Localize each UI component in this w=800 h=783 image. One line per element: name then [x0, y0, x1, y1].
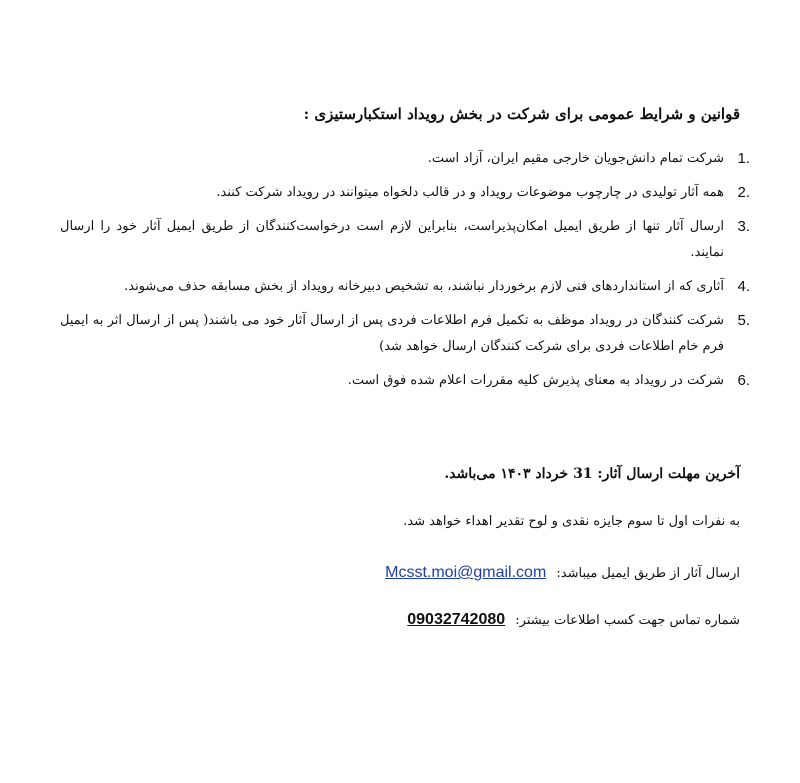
- rule-item-6: [60, 368, 750, 394]
- email-info: [60, 560, 740, 587]
- rule-item-1: [60, 146, 750, 172]
- rule-item-4: [60, 274, 750, 300]
- email-link[interactable]: Mcsst.moi@gmail.com: [385, 564, 547, 581]
- rule-item-2: [60, 180, 750, 206]
- rule-text: شرکت در رویداد به معنای پذیرش کلیه مقررات اعلام شده فوق است.: [347, 373, 724, 388]
- rule-text: همه آثار تولیدی در چارچوب موضوعات رویداد و در قالب دلخواه میتوانند در رویداد شرکت کنند.: [216, 185, 724, 200]
- phone-label: شماره تماس جهت کسب اطلاعات بیشتر:: [515, 613, 740, 628]
- rule-number: 5.: [737, 312, 750, 329]
- rule-item-5: [60, 308, 750, 360]
- rule-item-3: [60, 214, 750, 266]
- rule-number: 1.: [737, 150, 750, 167]
- rules-list: [60, 146, 750, 402]
- rule-number: 2.: [737, 184, 750, 201]
- rule-number: 3.: [737, 218, 750, 235]
- rule-text: شرکت کنندگان در رویداد موظف به تکمیل فرم اطلاعات فردی پس از ارسال آثار خود می باشند( پس از ارسال اثر به ایمیل فرم خام اطلاعات فردی برای شرکت کنندگان ارسال خواهد شد): [60, 313, 724, 354]
- rule-text: شرکت تمام دانش‌جویان خارجی مقیم ایران، آزاد است.: [427, 151, 724, 166]
- deadline-notice: آخرین مهلت ارسال آثار: 31 خرداد ۱۴۰۳ می‌باشد.: [444, 466, 740, 482]
- rule-text: ارسال آثار تنها از طریق ایمیل امکان‌پذیراست، بنابراین لازم است درخواست‌کنندگان از طریق ایمیل آثار خود را ارسال نمایند.: [60, 219, 724, 260]
- rule-number: 4.: [737, 278, 750, 295]
- rule-text: آثاری که از استانداردهای فنی لازم برخوردار نباشند، به تشخیص دبیرخانه رویداد از بخش مسابقه حذف می‌شوند.: [124, 279, 724, 294]
- phone-info: [60, 607, 740, 634]
- rule-number: 6.: [737, 372, 750, 389]
- phone-number: 09032742080: [407, 611, 506, 628]
- prizes-notice: به نفرات اول تا سوم جایزه نقدی و لوح تقدیر اهداء خواهد شد.: [403, 514, 740, 529]
- page-heading: قوانین و شرایط عمومی برای شرکت در بخش رویداد استکبارستیزی :: [303, 105, 740, 123]
- email-label: ارسال آثار از طریق ایمیل میباشد:: [556, 566, 740, 581]
